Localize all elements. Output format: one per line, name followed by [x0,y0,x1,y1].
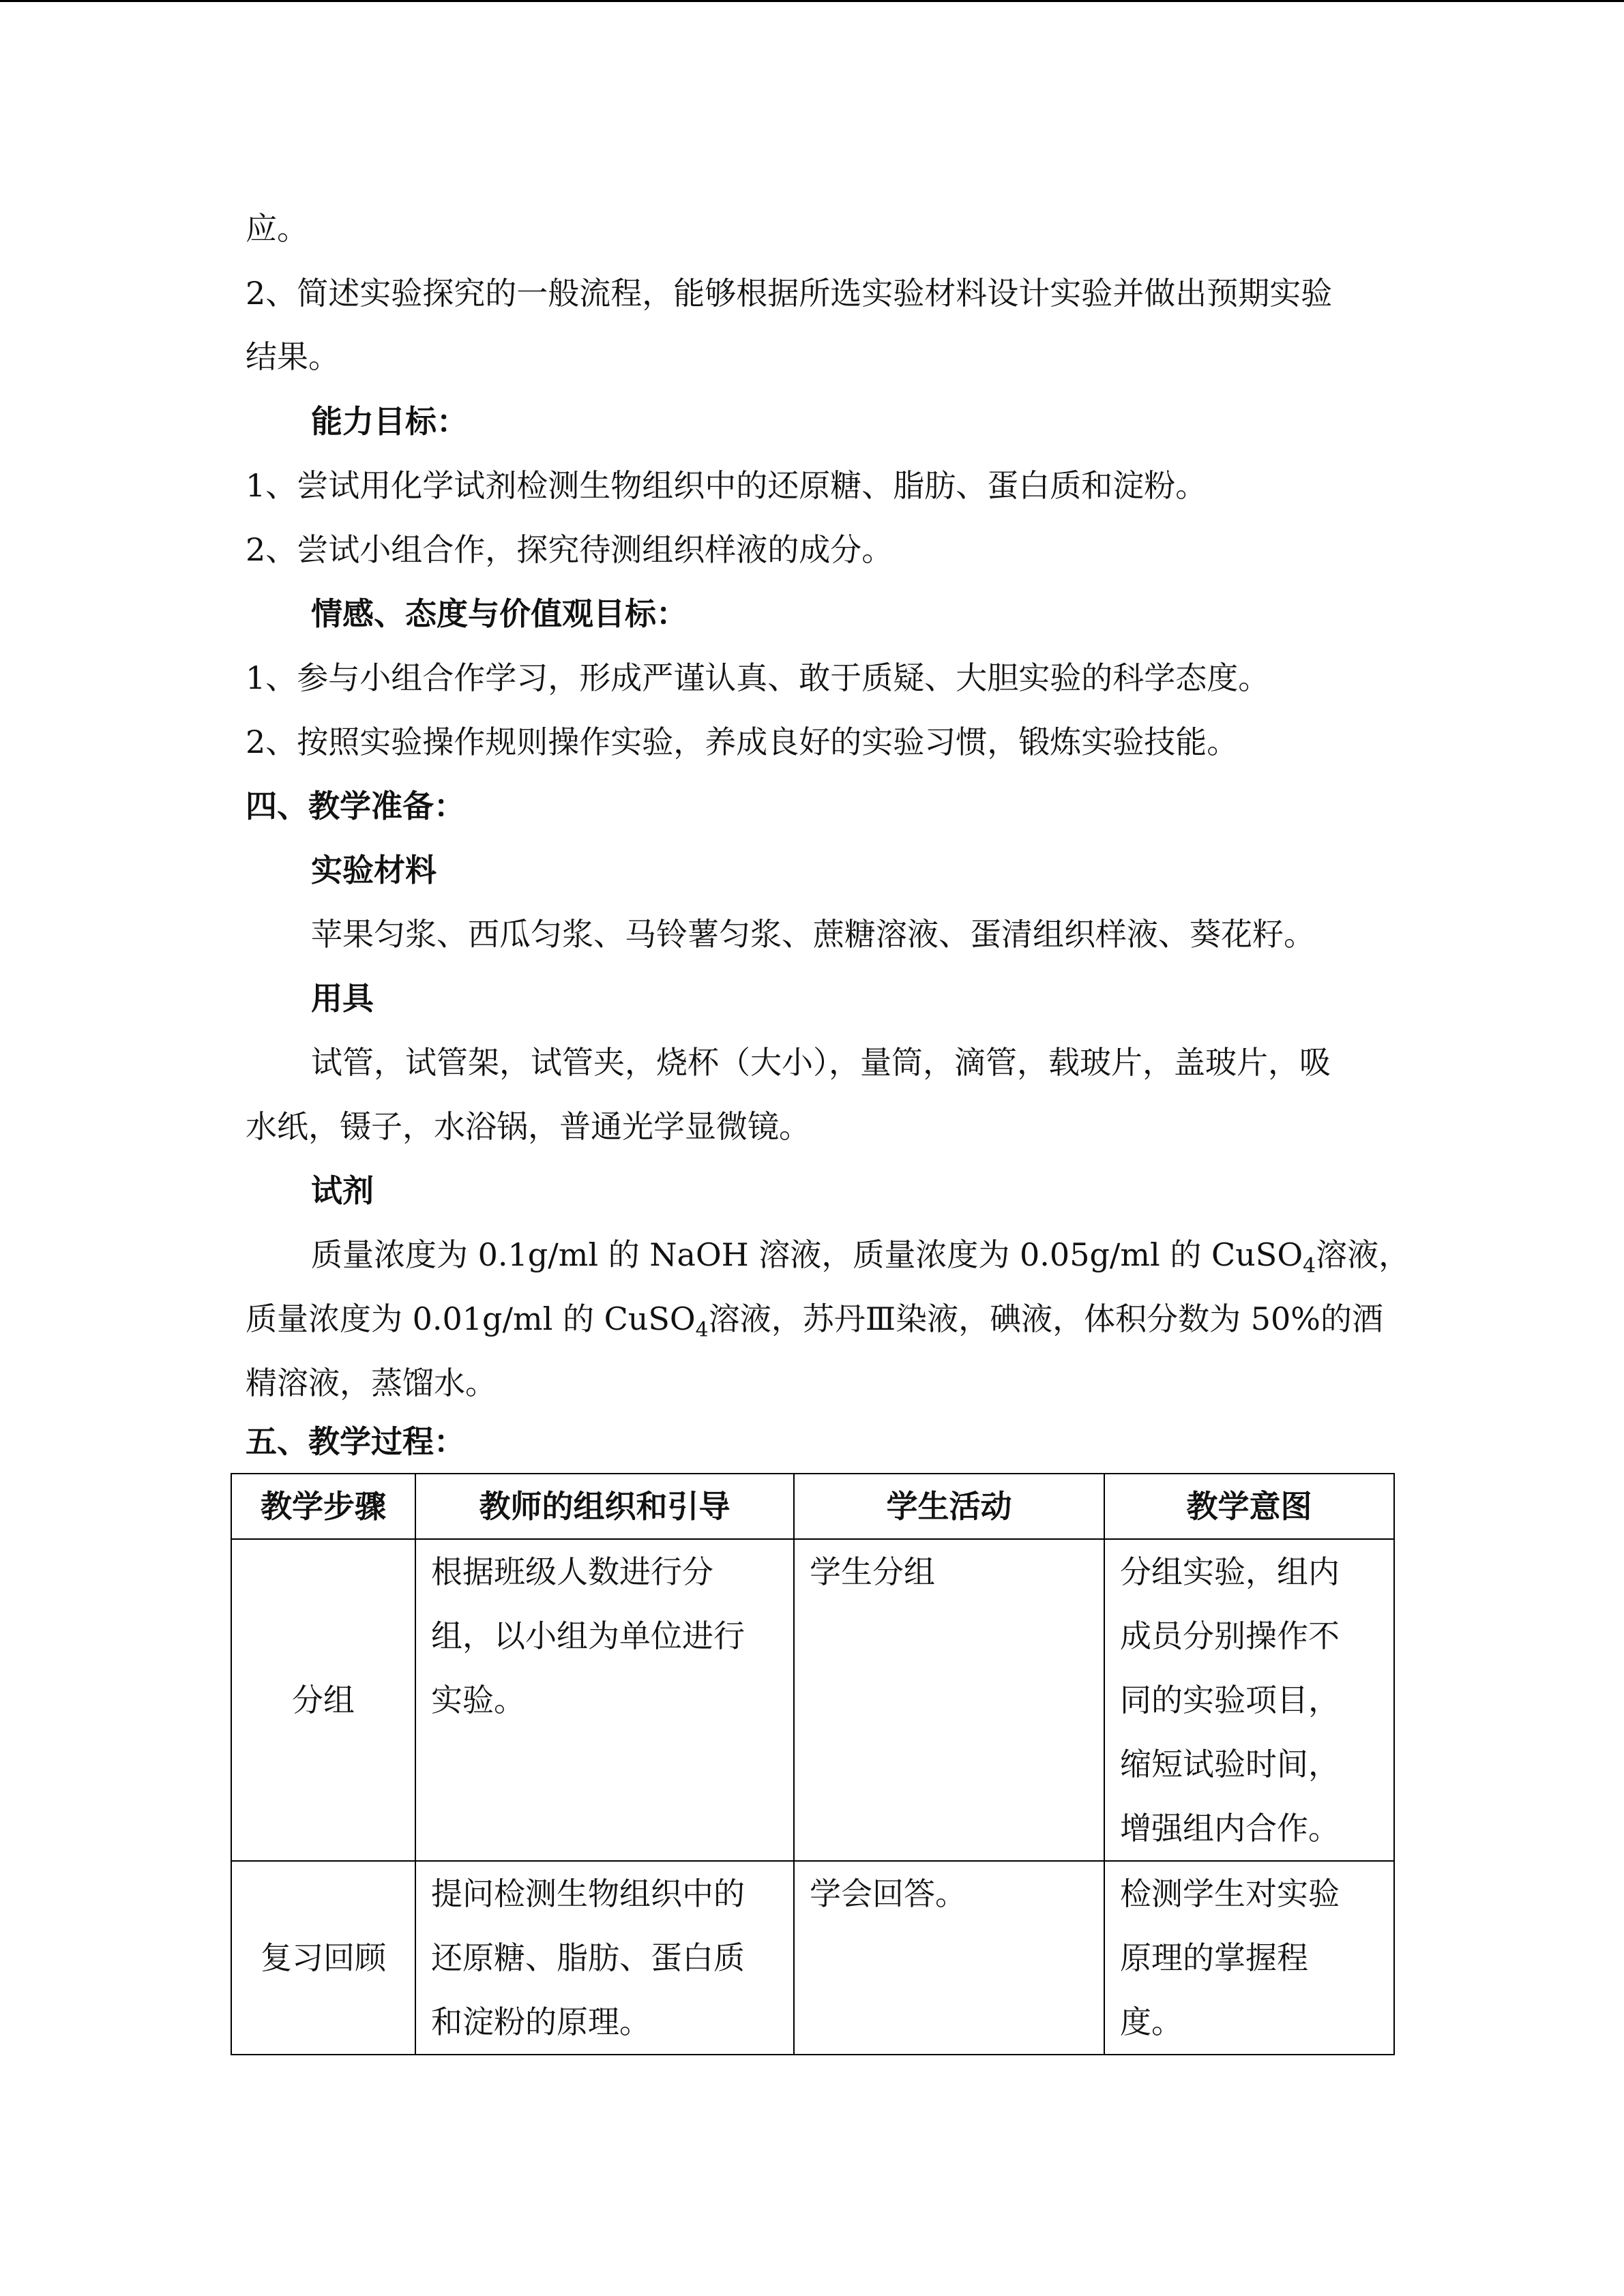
tools-heading: 用具 [311,980,374,1017]
column-header: 教学步骤 [231,1474,415,1539]
text-line: 应。 [246,210,308,247]
table-cell-student: 学会回答。 [794,1861,1104,2055]
materials-heading: 实验材料 [311,852,437,889]
text-line: 2、尝试小组合作，探究待测组织样液的成分。 [246,531,894,568]
tools-text: 试管，试管架，试管夹，烧杯（大小），量筒，滴管，载玻片，盖玻片，吸 [311,1044,1331,1081]
reagent-heading: 试剂 [311,1172,374,1209]
table-cell-step: 分组 [231,1539,415,1861]
reagent-text: 质量浓度为 0.01g/ml 的 CuSO$_4$溶液，苏丹Ⅲ染液，碘液，体积分数为 50%的酒 [246,1300,1383,1343]
reagent-text: 质量浓度为 0.1g/ml 的 NaOH 溶液，质量浓度为 0.05g/ml 的 CuSO$_4$溶液， [311,1236,1411,1279]
text-line: 2、按照实验操作规则操作实验，养成良好的实验习惯，锻炼实验技能。 [246,724,1239,760]
section-heading-process: 五、教学过程： [246,1423,465,1460]
page-top-border [0,0,1624,2]
text-line: 结果。 [246,338,340,375]
table-cell-intent: 检测学生对实验 原理的掌握程 度。 [1104,1861,1394,2055]
column-header: 教师的组织和引导 [415,1474,794,1539]
text-line: 1、参与小组合作学习，形成严谨认真、敢于质疑、大胆实验的科学态度。 [246,659,1270,696]
table-cell-step: 复习回顾 [231,1861,415,2055]
column-header: 学生活动 [794,1474,1104,1539]
table-row [231,1861,1394,2055]
section-heading-preparation: 四、教学准备： [246,788,465,824]
table-cell-student: 学生分组 [794,1539,1104,1861]
table-cell-intent: 分组实验，组内 成员分别操作不 同的实验项目， 缩短试验时间， 增强组内合作。 [1104,1539,1394,1861]
text-line: 2、简述实验探究的一般流程，能够根据所选实验材料设计实验并做出预期实验 [246,275,1333,312]
table-header-row [231,1474,1394,1539]
ability-goals-heading: 能力目标： [311,403,468,440]
column-header: 教学意图 [1104,1474,1394,1539]
text-line: 1、尝试用化学试剂检测生物组织中的还原糖、脂肪、蛋白质和淀粉。 [246,467,1207,504]
teaching-process-table [231,1473,1395,2055]
materials-text: 苹果匀浆、西瓜匀浆、马铃薯匀浆、蔗糖溶液、蛋清组织样液、葵花籽。 [311,916,1315,953]
table-cell-teacher: 提问检测生物组织中的 还原糖、脂肪、蛋白质 和淀粉的原理。 [415,1861,794,2055]
table-cell-teacher: 根据班级人数进行分 组，以小组为单位进行 实验。 [415,1539,794,1861]
tools-text: 水纸，镊子，水浴锅，普通光学显微镜。 [246,1108,810,1145]
emotion-goals-heading: 情感、态度与价值观目标： [311,595,688,632]
table-row [231,1539,1394,1861]
reagent-text: 精溶液，蒸馏水。 [246,1365,497,1401]
